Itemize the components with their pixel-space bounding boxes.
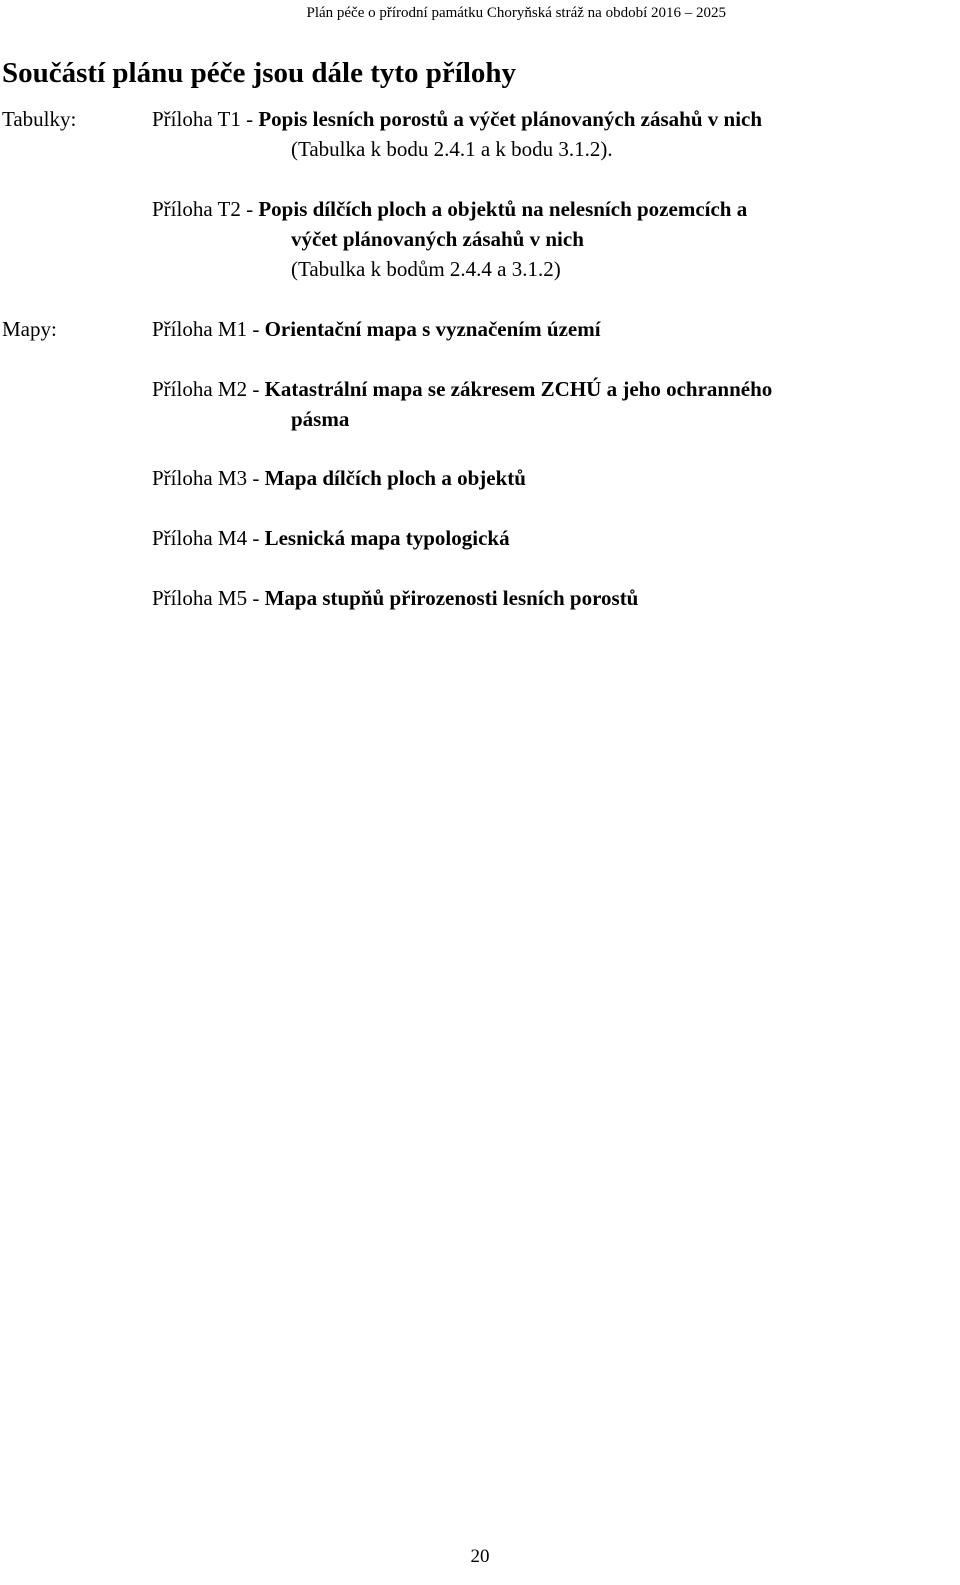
attachment-continuation: výčet plánovaných zásahů v nich (291, 227, 584, 251)
attachment-description: Lesnická mapa typologická (264, 526, 510, 550)
attachment-description: Popis lesních porostů a výčet plánovaných zásahů v nich (258, 107, 763, 131)
attachment-code: Příloha T2 - (152, 197, 259, 221)
attachment-continuation: pásma (291, 407, 350, 431)
attachment-item-t2 (152, 194, 747, 224)
attachment-code: Příloha M3 - (152, 466, 265, 490)
attachment-code: Příloha M4 - (152, 526, 265, 550)
page-number: 20 (470, 1546, 490, 1567)
attachment-description: Popis dílčích ploch a objektů na nelesních pozemcích a (258, 197, 748, 221)
attachment-code: Příloha T1 - (152, 107, 259, 131)
page-heading: Součástí plánu péče jsou dále tyto přílohy (2, 57, 516, 89)
attachment-description: Mapa stupňů přirozenosti lesních porostů (264, 586, 639, 610)
attachment-item-m3 (152, 463, 526, 493)
attachment-item-m2 (152, 374, 772, 404)
running-header: Plán péče o přírodní památku Choryňská stráž na období 2016 – 2025 (306, 5, 726, 21)
attachment-continuation: (Tabulka k bodu 2.4.1 a k bodu 3.1.2). (291, 137, 613, 161)
attachment-code: Příloha M2 - (152, 377, 265, 401)
attachment-continuation: (Tabulka k bodům 2.4.4 a 3.1.2) (291, 257, 561, 281)
attachment-description: Mapa dílčích ploch a objektů (264, 466, 526, 490)
attachment-description: Orientační mapa s vyznačením území (264, 317, 601, 341)
attachment-code: Příloha M5 - (152, 586, 265, 610)
attachment-item-m1 (152, 314, 601, 344)
section-label-maps: Mapy: (2, 317, 57, 341)
section-label-tables: Tabulky: (2, 107, 77, 131)
attachment-item-t1 (152, 104, 762, 134)
attachment-item-m4 (152, 523, 510, 553)
attachment-description: Katastrální mapa se zákresem ZCHÚ a jeho ochranného (264, 377, 773, 401)
attachment-code: Příloha M1 - (152, 317, 265, 341)
attachment-item-m5 (152, 583, 638, 613)
